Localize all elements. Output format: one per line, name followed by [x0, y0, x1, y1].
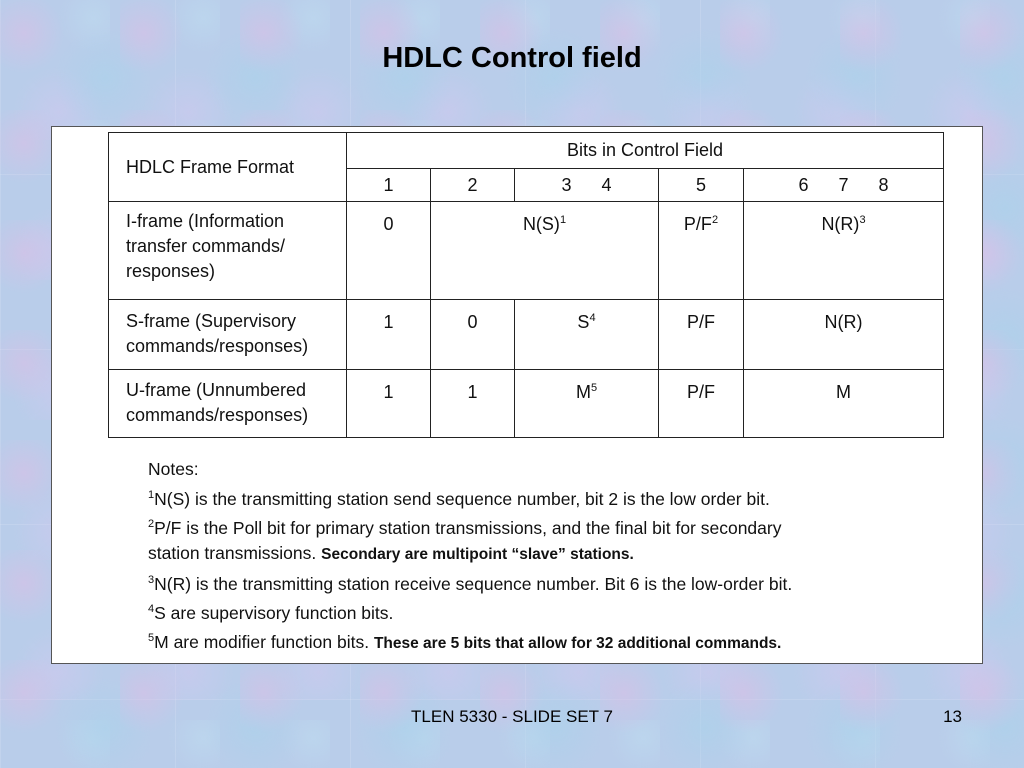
i-frame-label-line: responses): [126, 261, 216, 281]
u-frame-label: U-frame (Unnumbered commands/responses): [109, 370, 347, 438]
s-frame-bit2: 0: [431, 300, 515, 370]
i-frame-ns: $N(S)^1$: [431, 202, 659, 300]
s-frame-label: S-frame (Supervisory commands/responses): [109, 300, 347, 370]
bit-number-5: 5: [659, 169, 744, 202]
u-frame-bit2: 1: [431, 370, 515, 438]
footer-text: TLEN 5330 - SLIDE SET 7: [411, 707, 613, 726]
s-frame-s: $S^4$: [515, 300, 659, 370]
notes-heading: Notes:: [148, 459, 199, 479]
slide-title: HDLC Control field: [382, 42, 642, 74]
notes-section: [148, 457, 792, 657]
table-row: [109, 202, 944, 300]
note-2: $^2$P/F is the Poll bit for primary station transmissions, and the final bit for secondary: [148, 517, 782, 538]
i-frame-label: [109, 202, 347, 300]
bit-number-1: 1: [347, 169, 431, 202]
note-5: $^5$M are modifier function bits. These are 5 bits that allow for 32 additional commands.: [148, 632, 782, 653]
table-header-row: [109, 133, 944, 169]
content-panel: [51, 126, 983, 664]
i-frame-label-line: I-frame (Information: [126, 211, 285, 231]
note-1: $^1$N(S) is the transmitting station send sequence number, bit 2 is the low order bit.: [148, 488, 770, 509]
i-frame-bit1: 0: [347, 202, 431, 300]
page-number: 13: [943, 707, 962, 726]
note-4: $^4$S are supervisory function bits.: [148, 602, 394, 623]
bit-number-6-8: 6 7 8: [744, 169, 944, 202]
u-frame-m2: M: [744, 370, 944, 438]
s-frame-pf: P/F: [659, 300, 744, 370]
bit-number-2: 2: [431, 169, 515, 202]
table-row: [109, 300, 944, 370]
note-3: $^3$N(R) is the transmitting station receive sequence number. Bit 6 is the low-order bit.: [148, 573, 793, 594]
i-frame-label-line: transfer commands/: [126, 236, 286, 256]
u-frame-pf: P/F: [659, 370, 744, 438]
i-frame-nr: $N(R)^3$: [744, 202, 944, 300]
s-frame-bit1: 1: [347, 300, 431, 370]
table-row: [109, 370, 944, 438]
u-frame-bit1: 1: [347, 370, 431, 438]
bits-header: Bits in Control Field: [347, 133, 944, 169]
control-field-table: [108, 132, 944, 438]
u-frame-m: $M^5$: [515, 370, 659, 438]
note-2-continued: station transmissions. Secondary are multipoint “slave” stations.: [148, 543, 634, 564]
frame-format-header: HDLC Frame Format: [109, 133, 347, 202]
bit-number-3-4: 3 4: [515, 169, 659, 202]
i-frame-pf: $P/F^2$: [659, 202, 744, 300]
s-frame-nr: N(R): [744, 300, 944, 370]
